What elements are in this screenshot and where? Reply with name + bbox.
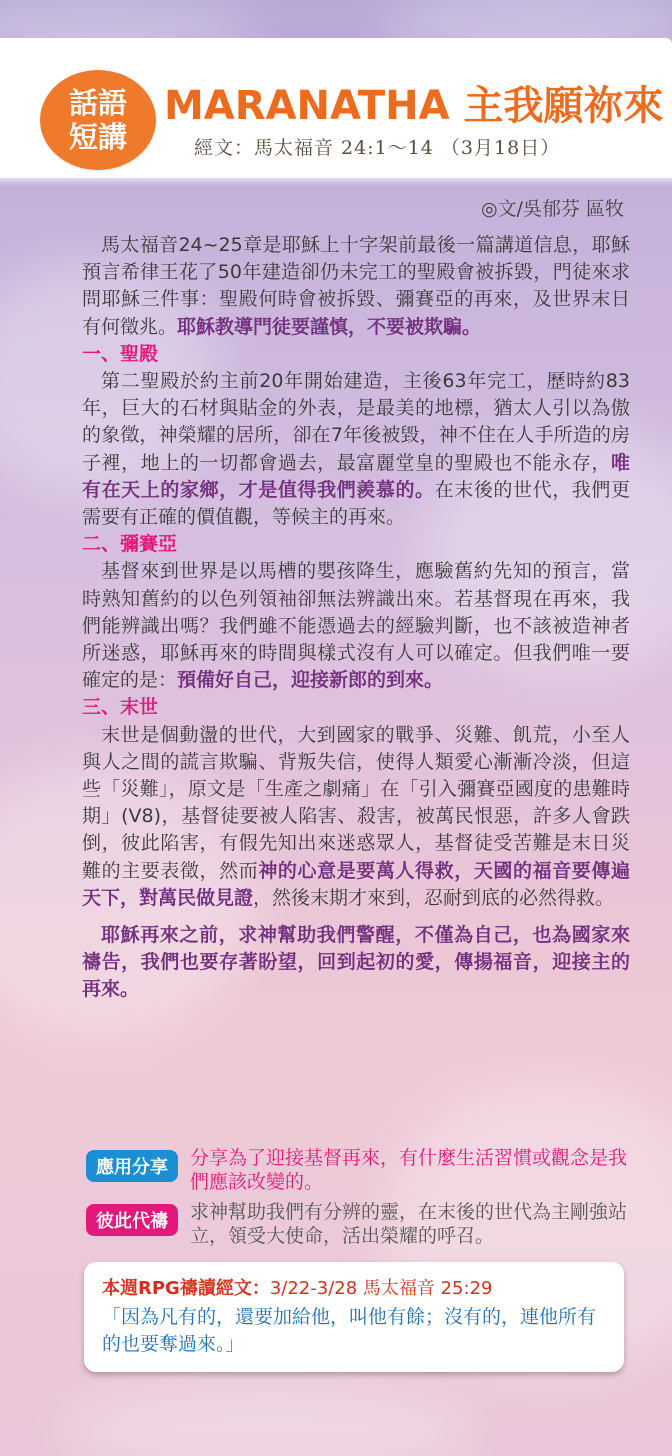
section2-paragraph: 基督來到世界是以馬槽的嬰孩降生，應驗舊約先知的預言，當時熟知舊約的以色列領袖卻無法辨識出來。若基督現在再來，我們能辨識出嗎？我們雖不能憑過去的經驗判斷，也不該被造神者所迷惑，耶穌再來的時間與樣式沒有人可以確定。但我們唯一要確定的是：預備好自己，迎接新郎的到來。 <box>82 560 630 692</box>
badge-line1: 話語 <box>68 86 127 120</box>
rpg-verse: 「因為凡有的，還要加給他，叫他有餘；沒有的，連他所有的也要奪過來。」 <box>102 1306 597 1355</box>
closing-paragraph: 耶穌再來之前，求神幫助我們警醒，不僅為自己，也為國家來禱告，我們也要存著盼望，回到起初的愛，傳揚福音，迎接主的再來。 <box>82 924 630 1001</box>
section3-highlight: 神的心意是要萬人得救，天國的福音要傳遍天下，對萬民做見證 <box>82 859 630 909</box>
section-badge <box>40 70 156 170</box>
pray-text: 求神幫助我們有分辨的靈，在末後的世代為主剛強站立，領受大使命，活出榮耀的呼召。 <box>190 1201 628 1247</box>
section1-highlight: 唯有在天上的家鄉，才是值得我們羨慕的。 <box>82 451 630 501</box>
section2-highlight: 預備好自己，迎接新郎的到來。 <box>177 669 444 692</box>
section1-heading: 一、聖殿 <box>82 342 159 365</box>
rpg-reference: 3/22-3/28 馬太福音 25:29 <box>269 1278 493 1299</box>
share-row <box>86 1146 632 1194</box>
section3-heading: 三、末世 <box>82 696 159 719</box>
badge-line2: 短講 <box>68 120 127 154</box>
share-tag: 應用分享 <box>86 1150 178 1182</box>
sermon-body <box>82 232 630 1004</box>
page-title: MARANATHA 主我願祢來 <box>164 83 664 129</box>
section1-paragraph: 第二聖殿於約主前20年開始建造，主後63年完工，歷時約83年，巨大的石材與貼金的外表，是最美的地標，猶太人引以為傲的象徵，神榮耀的居所，卻在7年後被毀，神不住在人手所造的房子裡，地上的一切都會過去，最富麗堂皇的聖殿也不能永存，唯有在天上的家鄉，才是值得我們羨慕的。在末後的世代，我們更需要有正確的價值觀，等候主的再來。 <box>82 370 630 529</box>
intro-highlight: 耶穌教導門徒要謹慎，不要被欺騙。 <box>177 315 482 338</box>
rpg-box <box>84 1262 624 1372</box>
intro-paragraph: 馬太福音24~25章是耶穌上十字架前最後一篇講道信息，耶穌預言希律王花了50年建造卻仍未完工的聖殿會被拆毀，門徒來求問耶穌三件事：聖殿何時會被拆毀、彌賽亞的再來，及世界末日有何徵兆。耶穌教導門徒要謹慎，不要被欺騙。 <box>82 234 630 338</box>
share-text: 分享為了迎接基督再來，有什麼生活習慣或觀念是我們應該改變的。 <box>190 1147 628 1193</box>
author-credit: ◎文/吳郁芬 區牧 <box>480 198 624 220</box>
pray-tag: 彼此代禱 <box>86 1204 178 1236</box>
section2-heading: 二、彌賽亞 <box>82 533 178 556</box>
header-edge <box>0 172 672 186</box>
pray-row <box>86 1200 632 1248</box>
rpg-title: 本週RPG禱讀經文：3/22-3/28 馬太福音 25:29 <box>102 1278 493 1299</box>
section3-paragraph: 末世是個動盪的世代，大到國家的戰爭、災難、飢荒，小至人與人之間的謊言欺騙、背叛失信，使得人類愛心漸漸冷淡，但這些「災難」，原文是「生產之劇痛」在「引入彌賽亞國度的患難時期」(V8)，基督徒要被人陷害、殺害，被萬民恨惡，許多人會跌倒，彼此陷害，有假先知出來迷惑眾人，基督徒受苦難是末日災難的主要表徵，然而神的心意是要萬人得救，天國的福音要傳遍天下，對萬民做見證，然後末期才來到，忍耐到底的必然得救。 <box>82 723 630 909</box>
scripture-reference: 經文：馬太福音 24:1～14 （3月18日） <box>194 137 561 159</box>
